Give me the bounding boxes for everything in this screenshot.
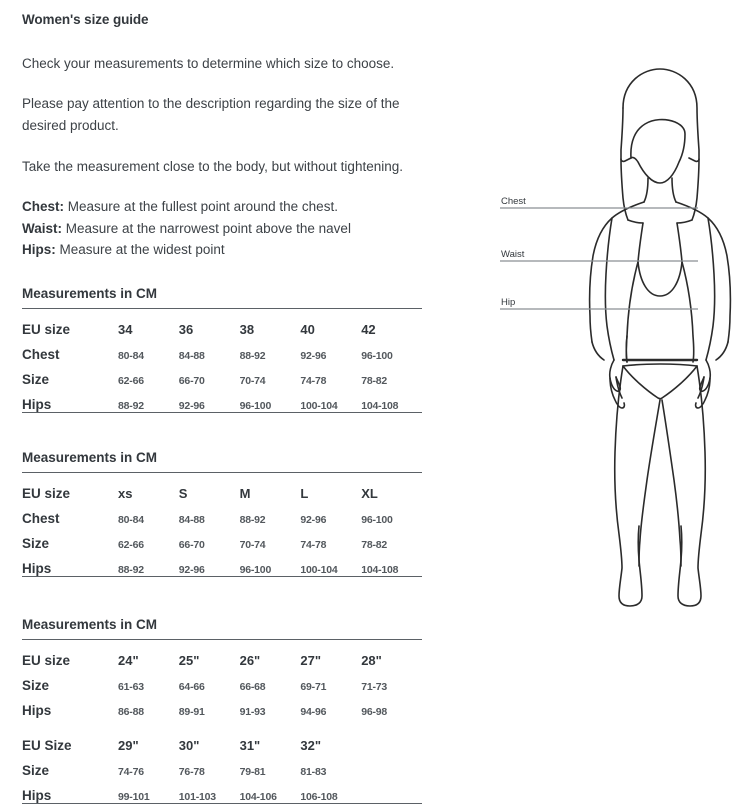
table-caption-2: Measurements in CM [22,449,158,465]
row-label: Hips [22,387,118,413]
table-header-size-5: 42 [361,308,422,337]
table-caption-3: Measurements in CM [22,616,158,632]
table-header-size-4: L [300,472,361,501]
size-table-block-2 [22,450,422,577]
table-header-size-2: 36 [179,308,240,337]
row-value: 74-76 [118,765,144,778]
size-table-3 [22,639,422,804]
row-value: 96-100 [361,513,393,526]
row-value: 80-84 [118,513,144,526]
measurement-definitions [22,196,442,261]
row-value: 74-78 [300,374,327,387]
row-label: Hips [22,702,52,718]
hip-label: Hip [501,297,516,308]
row-value [361,778,422,804]
table-row [22,668,422,693]
table-header-size-2: 30" [178,737,200,753]
table-header-size-3: 31" [239,737,261,753]
table-header-size-5: XL [361,472,422,501]
row-value: 69-71 [300,680,327,693]
definition-waist-text: Measure at the narrowest point above the navel [65,220,351,236]
row-value: 88-92 [118,551,179,577]
table-row [22,753,422,778]
row-value: 89-91 [178,705,205,718]
intro-paragraph-1: Check your measurements to determine which size to choose. [22,56,395,71]
table-row [22,526,422,551]
table-header-size-4: 27" [300,639,361,668]
row-value: 78-82 [361,538,388,551]
row-value: 92-96 [179,551,240,577]
table-row-header [22,308,422,337]
row-value: 66-68 [239,680,266,693]
definition-hips [22,239,442,261]
row-label: Size [22,371,50,387]
size-table-block-1 [22,286,422,413]
table-row [22,551,422,577]
row-label: Size [22,762,50,778]
table-header-size-4: 32" [300,737,322,753]
body-outline [590,69,731,606]
intro-paragraph-3: Take the measurement close to the body, but without tightening. [22,159,403,174]
definition-waist-term: Waist: [22,220,62,236]
row-label: Size [22,535,50,551]
table-row-header [22,472,422,501]
content-column [22,0,442,804]
table-header-size-4: 40 [300,308,361,337]
row-value: 71-73 [361,680,388,693]
table-row [22,501,422,526]
row-value: 94-96 [300,705,327,718]
row-value: 96-100 [240,551,301,577]
row-label: Chest [22,510,60,526]
row-value: 66-70 [178,374,205,387]
definition-chest-term: Chest: [22,199,65,214]
row-value: 62-66 [118,538,144,551]
row-value: 64-66 [178,680,205,693]
row-value: 81-83 [300,765,327,778]
body-measurement-figure [480,60,750,620]
table-row [22,778,422,804]
table-header-label: EU size [22,472,118,501]
row-value: 100-104 [300,387,361,413]
table-header-size-1: 29" [118,737,139,753]
row-value: 62-66 [118,374,144,387]
table-header-label: EU size [22,308,118,337]
row-value: 88-92 [239,349,266,362]
row-value: 66-70 [178,538,205,551]
table-header-size-1: 34 [118,308,179,337]
page-title: Women's size guide [22,12,149,27]
table-row-header [22,639,422,668]
row-value: 96-98 [361,705,388,718]
row-value: 106-108 [300,778,361,804]
row-value: 80-84 [118,349,144,362]
row-value: 88-92 [118,387,179,413]
definition-hips-term: Hips: [22,242,56,257]
row-value: 92-96 [179,387,240,413]
intro-paragraph-2: Please pay attention to the description regarding the size of the desired product. [22,96,400,133]
row-label: Size [22,677,50,693]
row-value: 76-78 [178,765,205,778]
table-row [22,387,422,413]
table-header-size-2: S [179,472,240,501]
table-header-size-5 [361,718,422,753]
table-header-size-5: 28" [361,639,422,668]
table-row [22,337,422,362]
row-value: 61-63 [118,680,144,693]
row-value: 88-92 [239,513,266,526]
row-label: Hips [22,778,118,804]
row-value: 104-106 [240,778,301,804]
table-row [22,693,422,718]
row-value: 104-108 [361,387,422,413]
size-table-1 [22,308,422,413]
table-header-size-2: 25" [179,639,240,668]
table-header-size-1: xs [118,472,179,501]
table-header-size-3: 26" [240,639,301,668]
table-row-header [22,718,422,753]
row-value [361,753,422,778]
row-value: 99-101 [118,778,179,804]
row-label: Chest [22,346,60,362]
row-value: 84-88 [178,349,205,362]
row-value: 96-100 [240,387,301,413]
table-header-label: EU Size [22,737,72,753]
row-value: 86-88 [118,705,144,718]
row-value: 84-88 [178,513,205,526]
row-value: 96-100 [361,349,393,362]
definition-hips-text: Measure at the widest point [59,242,225,257]
table-caption-1: Measurements in CM [22,285,158,301]
row-value: 92-96 [300,349,327,362]
row-value: 78-82 [361,374,388,387]
table-header-size-1: 24" [118,639,179,668]
row-value: 92-96 [300,513,327,526]
chest-label: Chest [501,196,526,207]
row-value: 74-78 [300,538,327,551]
table-header-size-3: 38 [240,308,301,337]
definition-chest [22,196,442,218]
row-value: 101-103 [179,778,240,804]
waist-label: Waist [501,249,525,260]
row-label: Hips [22,551,118,577]
row-value: 70-74 [239,374,266,387]
definition-waist [22,218,442,240]
table-header-size-3: M [240,472,301,501]
table-row [22,362,422,387]
row-value: 70-74 [239,538,266,551]
intro-text [22,53,442,178]
row-value: 79-81 [239,765,266,778]
row-value: 100-104 [300,551,361,577]
size-table-2 [22,472,422,577]
definition-chest-text: Measure at the fullest point around the chest. [67,199,338,214]
row-value: 104-108 [361,551,422,577]
table-header-label: EU size [22,639,118,668]
row-value: 91-93 [239,705,266,718]
size-table-block-3 [22,617,422,804]
